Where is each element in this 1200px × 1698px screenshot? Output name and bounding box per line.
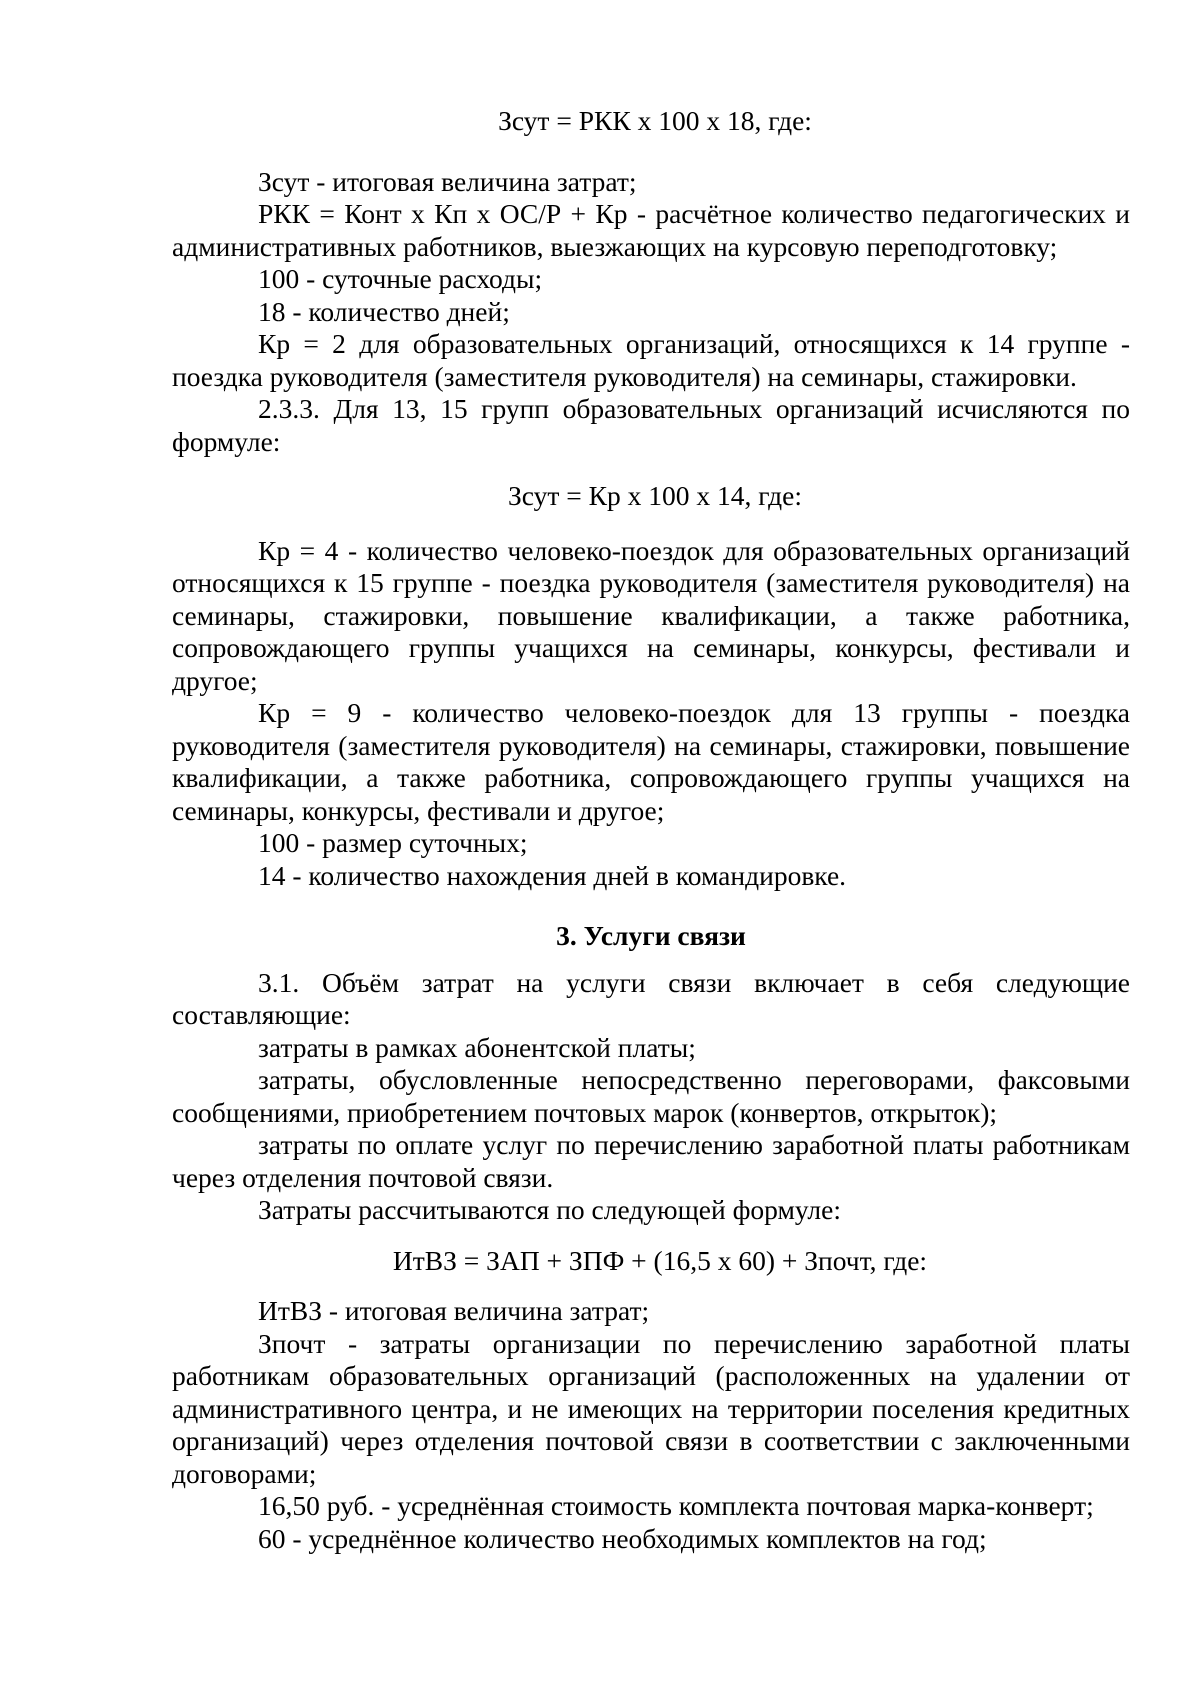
paragraph-trip-days: 14 - количество нахождения дней в командировке. <box>258 859 847 891</box>
paragraph-zpocht-definition: Зпочт - затраты организации по перечислению заработной платы работникам образовательных организаций (расположенных на удалении от административного центра, и не имеющих на территории поселения кредитных организаций) через отделения почтовой связи в соответствии с заключенными договорами; <box>172 1327 1130 1489</box>
paragraph-sets-count: 60 - усреднённое количество необходимых комплектов на год; <box>258 1522 987 1554</box>
paragraph-salary-transfer-costs: затраты по оплате услуг по перечислению заработной платы работникам через отделения почтовой связи. <box>172 1129 1130 1193</box>
paragraph-section-2-3-3: 2.3.3. Для 13, 15 групп образовательных организаций исчисляются по формуле: <box>172 393 1130 457</box>
paragraph-itvz-definition: ИтВЗ - итоговая величина затрат; <box>258 1295 650 1326</box>
formula-zsut-rkk: Зсут = РКК х 100 х 18, где: <box>498 105 812 136</box>
paragraph-kr-group-15: Кр = 4 - количество человеко-поездок для образовательных организаций относящихся к 15 группе - поездка руководителя (заместителя руководителя) на семинары, стажировки, повышение квалификации, а также работника, сопровождающего группы учащихся на семинары, конкурсы, фестивали и другое; <box>172 534 1130 696</box>
document-page <box>172 105 1130 1555</box>
paragraph-subscription-costs: затраты в рамках абонентской платы; <box>258 1031 696 1063</box>
paragraph-negotiation-costs: затраты, обусловленные непосредственно переговорами, факсовыми сообщениями, приобретением почтовых марок (конвертов, открыток); <box>172 1064 1130 1128</box>
paragraph-formula-intro: Затраты рассчитываются по следующей формуле: <box>258 1194 841 1225</box>
paragraph-days-count: 18 - количество дней; <box>258 295 510 327</box>
paragraph-kr-group-13: Кр = 9 - количество человеко-поездок для 13 группы - поездка руководителя (заместителя руководителя) на семинары, стажировки, повышение квалификации, а также работника, сопровождающего группы учащихся на семинары, конкурсы, фестивали и другое; <box>172 697 1130 826</box>
paragraph-stamp-cost: 16,50 руб. - усреднённая стоимость комплекта почтовая марка-конверт; <box>258 1490 1094 1521</box>
paragraph-daily-expenses: 100 - суточные расходы; <box>258 263 543 294</box>
paragraph-zsut-definition: Зсут - итоговая величина затрат; <box>258 165 637 197</box>
formula-itvz: ИтВЗ = ЗАП + ЗПФ + (16,5 х 60) + Зпочт, где: <box>392 1244 928 1276</box>
paragraph-daily-allowance: 100 - размер суточных; <box>258 827 528 858</box>
paragraph-kr-group-14: Кр = 2 для образовательных организаций, относящихся к 14 группе - поездка руководителя (заместителя руководителя) на семинары, стажировки. <box>172 328 1130 392</box>
paragraph-section-3-1: 3.1. Объём затрат на услуги связи включает в себя следующие составляющие: <box>172 966 1130 1030</box>
section-heading: 3. Услуги связи <box>556 920 746 951</box>
paragraph-rkk-definition: РКК = Конт х Кп х ОС/Р + Кр - расчётное количество педагогических и административных работников, выезжающих на курсовую переподготовку; <box>172 198 1130 262</box>
formula-zsut-kr: Зсут = Кр х 100 х 14, где: <box>508 480 802 511</box>
